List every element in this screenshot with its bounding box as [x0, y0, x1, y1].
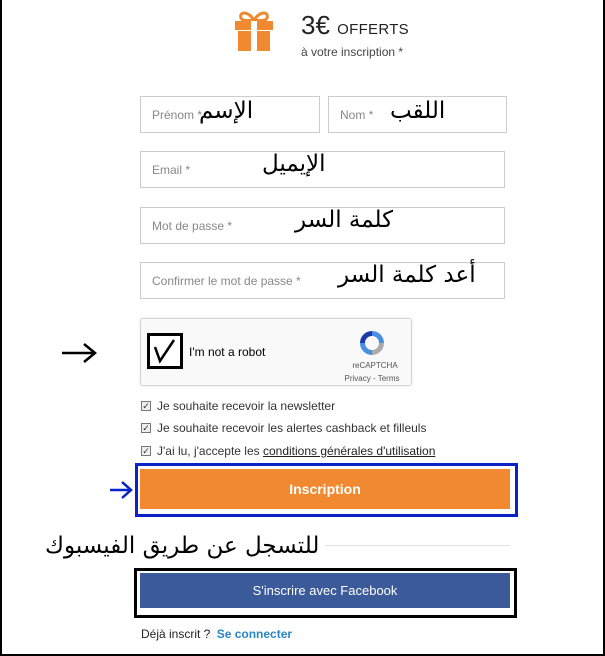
cashback-checkbox[interactable]: ✓	[142, 423, 150, 433]
newsletter-checkbox[interactable]: ✓	[142, 401, 150, 411]
arrow-right-icon	[60, 342, 98, 364]
recaptcha-separator: -	[370, 374, 378, 383]
email-annotation: الإيميل	[262, 151, 326, 177]
cashback-checkbox-row[interactable]	[141, 420, 426, 436]
confirm-password-annotation: أعد كلمة السر	[338, 262, 476, 288]
terms-label: J'ai lu, j'accepte les	[157, 444, 260, 458]
recaptcha-logo-icon	[357, 328, 387, 358]
terms-link[interactable]: conditions générales d'utilisation	[262, 444, 436, 458]
facebook-annotation: للتسجل عن طريق الفيسبوك	[45, 533, 320, 559]
login-line	[141, 627, 292, 641]
terms-checkbox-row[interactable]	[141, 443, 435, 459]
recaptcha-widget	[140, 318, 412, 386]
recaptcha-checkbox[interactable]	[147, 333, 183, 369]
prenom-annotation: الإسم	[199, 98, 254, 124]
recaptcha-terms-link[interactable]: Terms	[377, 374, 400, 383]
newsletter-checkbox-row[interactable]	[141, 398, 335, 414]
gift-icon	[233, 8, 275, 52]
password-annotation: كلمة السر	[295, 207, 394, 233]
offer-amount: 3€	[301, 10, 330, 40]
terms-checkbox[interactable]: ✓	[142, 446, 150, 456]
checkmark-icon	[150, 336, 180, 366]
recaptcha-label: I'm not a robot	[189, 345, 266, 359]
divider	[325, 545, 510, 546]
arrow-right-blue-icon	[108, 480, 134, 500]
login-question: Déjà inscrit ?	[141, 627, 211, 641]
facebook-signup-button[interactable]: S'inscrire avec Facebook	[140, 573, 510, 608]
recaptcha-privacy-link[interactable]: Privacy	[344, 374, 371, 383]
offer-title	[301, 10, 409, 41]
cashback-label: Je souhaite recevoir les alertes cashback et filleuls	[157, 421, 427, 435]
recaptcha-links	[335, 374, 409, 383]
login-link[interactable]: Se connecter	[216, 627, 293, 641]
offer-subtitle: à votre inscription *	[301, 45, 404, 59]
offer-label: OFFERTS	[337, 21, 409, 38]
recaptcha-brand: reCAPTCHA	[352, 361, 398, 370]
newsletter-label: Je souhaite recevoir la newsletter	[157, 399, 336, 413]
inscription-button[interactable]: Inscription	[140, 469, 510, 509]
nom-annotation: اللقب	[390, 98, 446, 124]
